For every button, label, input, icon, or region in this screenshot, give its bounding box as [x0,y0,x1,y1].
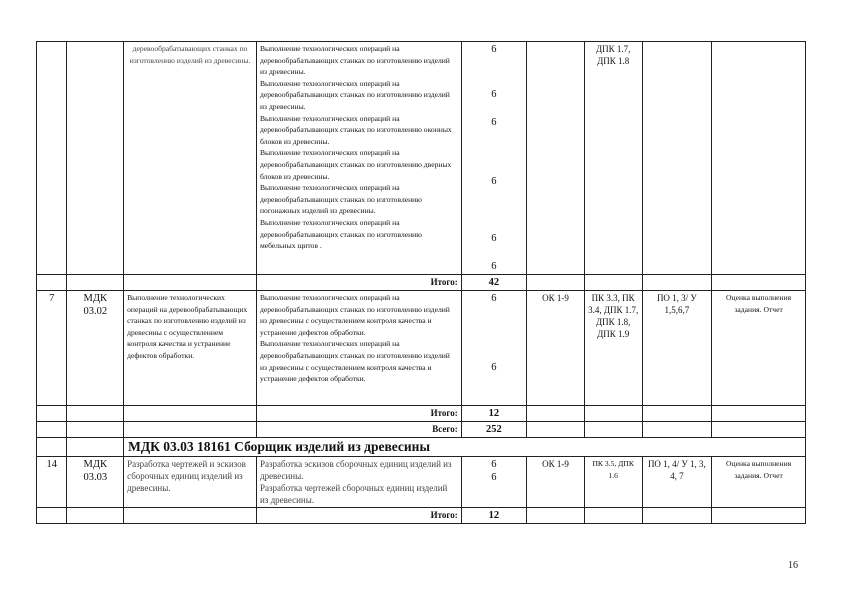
practice-plan-table [36,41,806,524]
control-cell: Оценка выполнения задания. Отчет [712,291,806,406]
ok-cell [527,42,585,275]
table-row [37,291,806,406]
page-number: 16 [788,560,798,571]
subtotal-row [37,508,806,524]
ok-cell: ОК 1-9 [527,457,585,508]
topic-cell: Разработка чертежей и эскизов сборочных единиц изделий из древесины. [124,457,257,508]
section-header-row [37,438,806,457]
subtotal-value: 12 [461,508,526,524]
subtotal-label: Итого: [256,275,461,291]
subtotal-row [37,406,806,422]
subtotal-label: Итого: [256,406,461,422]
mdk-cell [67,42,124,275]
po-cell [642,42,712,275]
grand-total-row [37,422,806,438]
mdk-cell: МДК 03.02 [67,291,124,406]
section-title: МДК 03.03 18161 Сборщик изделий из древесины [124,438,806,457]
control-cell [712,42,806,275]
topic-cell: Выполнение технологических операций на деревообрабатывающих станках по изготовлению изделий из древесины с осуществлением контроля качества и устранение дефектов обработки. [124,291,257,406]
table-row [37,42,806,275]
ok-cell: ОК 1-9 [527,291,585,406]
work-cell: Выполнение технологических операций на деревообрабатывающих станках по изготовлению изделий из древесины. Выполнение технологических операций на деревообрабатывающих станках по изготовлению изделий из древесины. Выполнение технологических операций на деревообрабатывающих станках по изготовлению оконных блоков из древесины. Выполнение технологических операций на деревообрабатывающих станках по изготовлению дверных блоков из древесины. Выполнение технологических операций на деревообрабатывающих станках по изготовлению погонажных изделий из древесины. Выполнение технологических операций на деревообрабатывающих станках по изготовлению мебельных щитов . [256,42,461,275]
work-cell: Выполнение технологических операций на деревообрабатывающих станках по изготовлению изделий из древесины с осуществлением контроля качества и устранение дефектов обработки. Выполнение технологических операций на деревообрабатывающих станках по изготовлению изделий из древесины с осуществлением контроля качества и устранение дефектов обработки. [256,291,461,406]
row-number-cell [37,42,67,275]
subtotal-label: Итого: [256,508,461,524]
row-number-cell: 7 [37,291,67,406]
hours-cell: 6 6 [461,457,526,508]
po-cell: ПО 1, 3/ У 1,5,6,7 [642,291,712,406]
grand-total-label: Всего: [256,422,461,438]
hours-cell: 6 6 6 6 6 6 [461,42,526,275]
table-row [37,457,806,508]
subtotal-value: 42 [461,275,526,291]
control-cell: Оценка выполнения задания. Отчет [712,457,806,508]
pk-cell: ПК 3.5, ДПК 1.6 [584,457,642,508]
topic-cell: деревообрабатывающих станках по изготовлению изделий из древесины. [124,42,257,275]
subtotal-value: 12 [461,406,526,422]
subtotal-row [37,275,806,291]
work-cell: Разработка эскизов сборочных единиц изделий из древесины. Разработка чертежей сборочных единиц изделий из древесины. [256,457,461,508]
mdk-cell: МДК 03.03 [67,457,124,508]
row-number-cell: 14 [37,457,67,508]
pk-cell: ПК 3.3, ПК 3.4, ДПК 1.7, ДПК 1.8, ДПК 1.9 [584,291,642,406]
po-cell: ПО 1, 4/ У 1, 3, 4, 7 [642,457,712,508]
hours-cell: 6 6 [461,291,526,406]
pk-cell: ДПК 1.7, ДПК 1.8 [584,42,642,275]
grand-total-value: 252 [461,422,526,438]
